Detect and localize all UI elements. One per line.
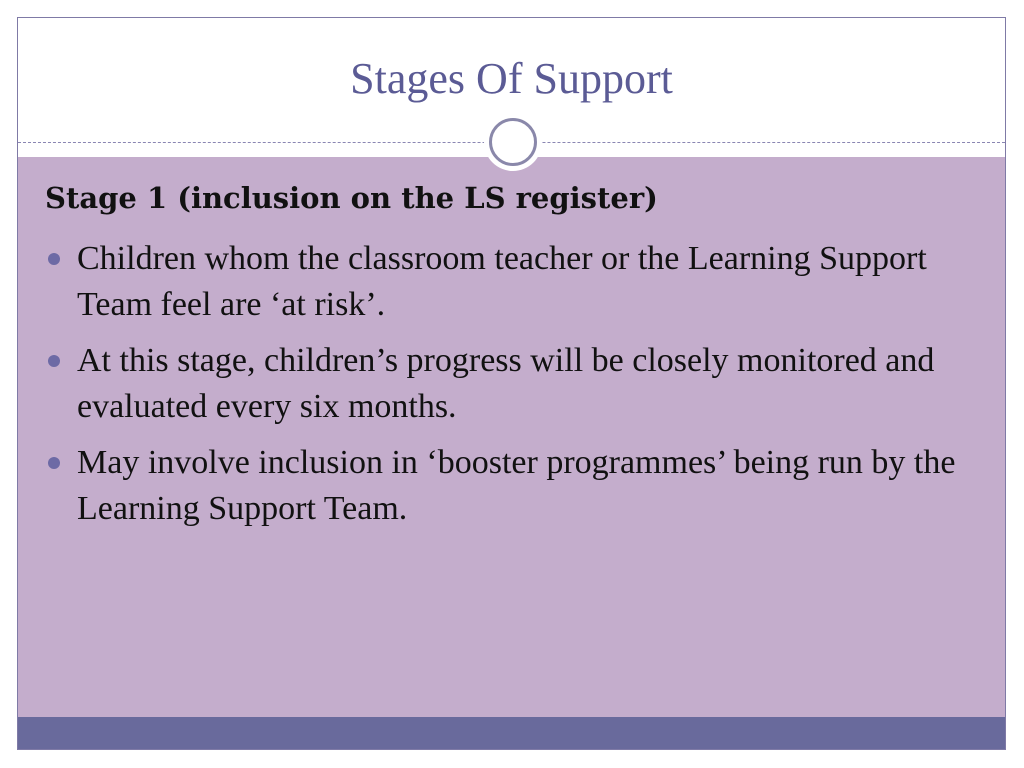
list-item	[48, 440, 988, 532]
bullet-text: Children whom the classroom teacher or the Learning Support Team feel are ‘at risk’.	[77, 240, 927, 323]
slide-title: Stages Of Support	[350, 54, 673, 103]
bullet-text: At this stage, children’s progress will be closely monitored and evaluated every six months.	[77, 342, 935, 425]
section-heading: Stage 1 (inclusion on the LS register)	[45, 181, 658, 215]
list-item	[48, 338, 988, 430]
bullet-icon	[48, 457, 60, 469]
bullet-icon	[48, 355, 60, 367]
ring-icon	[484, 113, 542, 171]
bullet-text: May involve inclusion in ‘booster programmes’ being run by the Learning Support Team.	[77, 444, 956, 527]
bullet-list	[48, 236, 988, 542]
list-item	[48, 236, 988, 328]
slide	[17, 17, 1006, 750]
footer-bar	[18, 717, 1005, 750]
bullet-icon	[48, 253, 60, 265]
